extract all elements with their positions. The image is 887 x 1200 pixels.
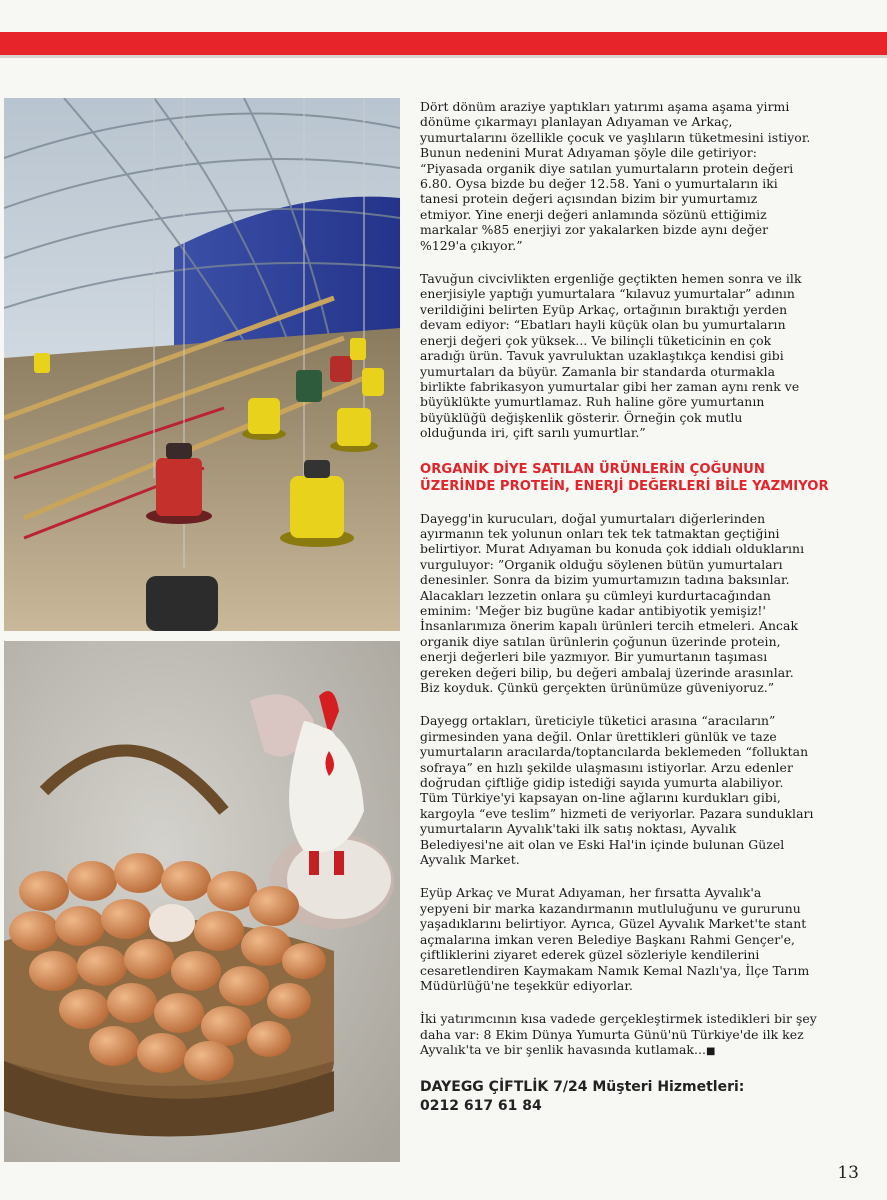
final-paragraph-text: İki yatırımcının kısa vadede gerçekleştirmek istedikleri bir şey daha var: 8 Ekim Dünya Yumurta Günü'nü Türkiye'de ilk kez Ayvalık'ta ve bir şenlik havasında kutlamak... bbox=[420, 1011, 817, 1058]
page-number: 13 bbox=[837, 1163, 859, 1183]
article-paragraph: Dayegg'in kurucuları, doğal yumurtaları diğerlerinden ayırmanın tek yolunun onları tek tek tatmaktan geçtiğini belirtiyor. Murat Adıyaman bu konuda çok iddialı olduklarını vurguluyor: ”Organik olduğu söylenen bütün yumurtaları denesinler. Sonra da bizim yumurtamızın tadına baksınlar. Alacakları lezzetin onlara şu cümleyi kurdurtacağından eminim: 'Meğer biz bugüne kadar antibiyotik yemişiz!' İnsanlarımıza önerim kapalı ürünleri tercih etmeleri. Ancak organik diye satılan ürünlerin çoğunun üzerinde protein, enerji değerleri bile yazmıyor. Bir yumurtanın taşıması gereken değeri bilip, bu değeri ambalaj üzerinde arasınlar. Biz koyduk. Çünkü gerçekten ürünümüze güveniyoruz.” bbox=[420, 510, 805, 695]
contact-label: DAYEGG ÇİFTLİK 7/24 Müşteri Hizmetleri: bbox=[420, 1078, 745, 1095]
contact-phone: 0212 617 61 84 bbox=[420, 1097, 542, 1114]
article-paragraph: Dayegg ortakları, üreticiyle tüketici arasına “aracıların” girmesinden yana değil. Onlar ürettikleri günlük ve taze yumurtaların aracılarda/toptancılarda beklemeden “folluktan sofraya” en hızlı şekilde ulaşmasını istiyorlar. Arzu edenler doğrudan çiftliğe gidip istediği sayıda yumurta alabiliyor. Tüm Türkiye'yi kapsayan on-line ağlarını kurdukları gibi, kargoyla “eve teslim” hizmeti de veriyorlar. Pazara sundukları yumurtaların Ayvalık'taki ilk satış noktası, Ayvalık Belediyesi'ne ait olan ve Eski Hal'in içinde bulunan Güzel Ayvalık Market. bbox=[420, 713, 814, 868]
end-mark-icon: ■ bbox=[705, 1046, 716, 1058]
article-paragraph: Tavuğun civcivlikten ergenliğe geçtikten hemen sonra ve ilk enerjisiyle yaptığı yumurtalara “kılavuz yumurtalar” adının verildiğini belirten Eyüp Arkaç, ortağının bıraktığı yerden devam ediyor: “Ebatları hayli küçük olan bu yumurtaların enerji değeri çok yüksek... Ve bilinçli tüketicinin en çok aradığı ürün. Tavuk yavruluktan uzaklaştıkça kendisi gibi yumurtaları da büyür. Zamanla bir standarda oturmakla birlikte fabrikasyon yumurtalar gibi her zaman aynı renk ve büyüklükte yumurtlamaz. Ruh haline göre yumurtanın büyüklüğü değişkenlik gösterir. Örneğin çok mutlu olduğunda iri, çift sarılı yumurtlar.” bbox=[420, 271, 802, 441]
article-body bbox=[420, 99, 860, 1116]
article-paragraph: Eyüp Arkaç ve Murat Adıyaman, her fırsatta Ayvalık'a yepyeni bir marka kazandırmanın mutluluğunu ve gururunu yaşadıklarını belirtiyor. Ayrıca, Güzel Ayvalık Market'te stant açmalarına imkan veren Belediye Başkanı Rahmi Gençer'e, çiftliklerini ziyaret ederek güzel sözleriyle kendilerini cesaretlendiren Kaymakam Namık Kemal Nazlı'ya, İlçe Tarım Müdürlüğü'ne teşekkür ediyorlar. bbox=[420, 885, 810, 993]
egg-basket-and-rooster-photo bbox=[4, 641, 400, 1162]
top-red-bar bbox=[0, 32, 887, 55]
poultry-barn-photo bbox=[4, 98, 400, 631]
section-heading: ORGANİK DİYE SATILAN ÜRÜNLERİN ÇOĞUNUN ÜZERİNDE PROTEİN, ENERJİ DEĞERLERİ BİLE YAZMIYOR bbox=[420, 461, 829, 494]
article-paragraph: Dört dönüm araziye yaptıkları yatırımı aşama aşama yirmi dönüme çıkarmayı planlayan Adıyaman ve Arkaç, yumurtalarını özellikle çocuk ve yaşlıların tüketmesini istiyor. Bunun nedenini Murat Adıyaman şöyle dile getiriyor: “Piyasada organik diye satılan yumurtaların protein değeri 6.80. Oysa bizde bu değer 12.58. Yani o yumurtaların iki tanesi protein değeri açısından bizim bir yumurtamız etmiyor. Yine enerji değeri anlamında sözünü ettiğimiz markalar %85 enerjiyi zor yakalarken bizde aynı değer %129'a çıkıyor.” bbox=[420, 99, 811, 253]
contact-block bbox=[420, 1078, 860, 1116]
article-paragraph-final bbox=[420, 1011, 860, 1059]
top-bar-shadow bbox=[0, 55, 887, 58]
